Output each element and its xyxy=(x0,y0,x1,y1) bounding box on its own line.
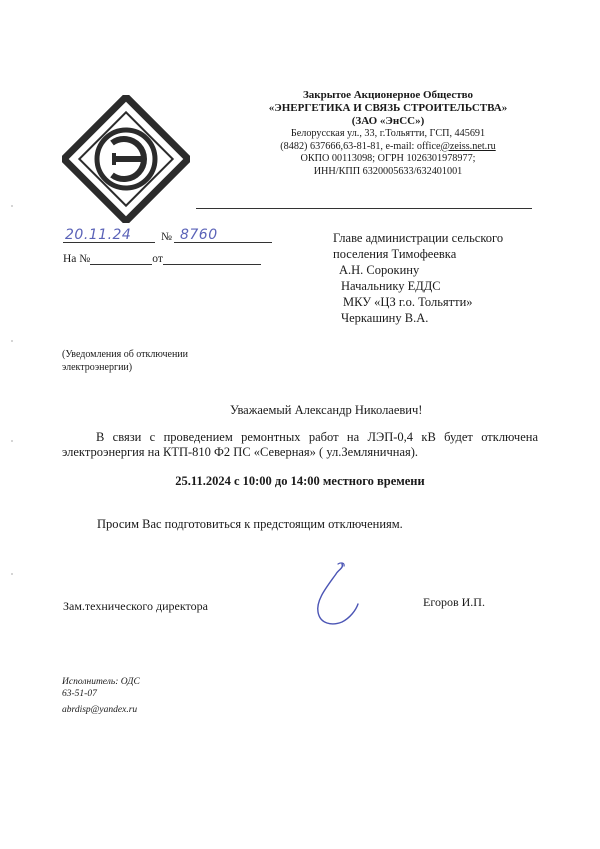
ref-date-field xyxy=(163,252,261,265)
company-short-name: (ЗАО «ЭнСС») xyxy=(351,115,425,127)
addressee-line: А.Н. Сорокину xyxy=(339,263,420,277)
body-line-1: В связи с проведением ремонтных работ на ЛЭП-0,4 кВ будет отключена xyxy=(96,430,538,444)
company-inn: ИНН/КПП 6320005633/632401001 xyxy=(313,165,463,177)
incoming-reference xyxy=(63,252,261,265)
scan-mark xyxy=(11,205,13,207)
subject-line-1: (Уведомления об отключении xyxy=(62,349,188,360)
handwritten-date: 20.11.24 xyxy=(65,227,132,243)
company-logo-icon xyxy=(62,95,190,223)
ref-number-field xyxy=(90,252,152,265)
greeting: Уважаемый Александр Николаевич! xyxy=(230,403,423,417)
addressee-line: МКУ «ЦЗ г.о. Тольятти» xyxy=(343,295,473,309)
number-field xyxy=(174,227,272,243)
company-phones: (8482) 637666,63-81-81, e-mail: office xyxy=(280,140,441,152)
company-okpo: ОКПО 00113098; ОГРН 1026301978977; xyxy=(300,153,476,164)
handwritten-signature-icon xyxy=(308,560,364,632)
company-address: Белорусская ул., 33, г.Тольятти, ГСП, 445691 xyxy=(290,128,486,139)
scan-mark xyxy=(11,440,13,442)
request-text: Просим Вас подготовиться к предстоящим отключениям. xyxy=(97,517,403,531)
company-email-link[interactable]: @zeiss.net.ru xyxy=(440,140,496,152)
scan-mark xyxy=(11,340,13,342)
outgoing-registration xyxy=(63,227,272,243)
executor-line: Исполнитель: ОДС xyxy=(62,677,140,687)
company-contacts xyxy=(238,141,538,154)
number-label: № xyxy=(161,231,172,243)
addressee-block xyxy=(333,230,503,326)
outage-datetime: 25.11.2024 с 10:00 до 14:00 местного времени xyxy=(175,474,425,488)
header-divider xyxy=(196,208,532,209)
addressee-line: Главе администрации сельского xyxy=(333,231,504,245)
signatory-name: Егоров И.П. xyxy=(423,595,485,609)
addressee-line: Черкашину В.А. xyxy=(341,311,429,325)
addressee-line: Начальнику ЕДДС xyxy=(341,279,441,293)
executor-phone: 63-51-07 xyxy=(62,689,97,699)
signatory-title: Зам.технического директора xyxy=(63,599,208,613)
scan-mark xyxy=(11,573,13,575)
company-header xyxy=(238,89,538,178)
executor-block xyxy=(62,676,140,716)
subject-note xyxy=(62,348,188,374)
ref-from-label: от xyxy=(152,253,163,265)
executor-email: abrdisp@yandex.ru xyxy=(62,705,138,715)
company-type: Закрытое Акционерное Общество xyxy=(302,89,474,101)
date-field xyxy=(63,227,155,243)
company-name: «ЭНЕРГЕТИКА И СВЯЗЬ СТРОИТЕЛЬСТВА» xyxy=(268,102,508,114)
addressee-line: поселения Тимофеевка xyxy=(333,247,457,261)
ref-prefix: На № xyxy=(63,253,91,265)
subject-line-2: электроэнергии) xyxy=(62,362,133,373)
letter-body xyxy=(62,430,538,460)
body-line-2: электроэнергия на КТП-810 Ф2 ПС «Северная» ( ул.Земляничная). xyxy=(62,445,419,459)
handwritten-number: 8760 xyxy=(179,227,218,243)
